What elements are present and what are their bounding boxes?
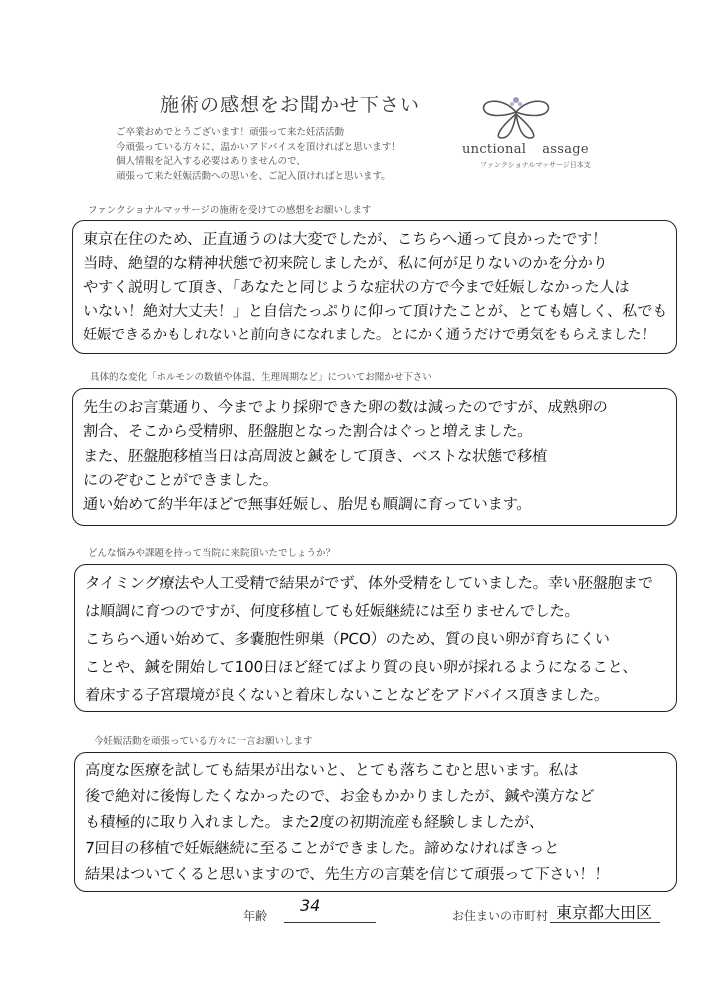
answer-line: 後で絶対に後悔したくなかったので、お金もかかりましたが、鍼や漢方など [84,787,595,805]
intro-line: 今頑張っている方々に、温かいアドバイスを頂ければと思います！ [116,141,401,153]
age-underline [284,922,376,923]
answer-line: 割合、そこから受精卵、胚盤胞となった割合はぐっと増えました。 [82,422,533,440]
age-value: 34 [300,896,321,915]
answer-line: 結果はついてくると思いますので、先生方の言葉を信じて頑張って下さい！！ [84,865,610,883]
address-value: 東京都大田区 [556,903,653,922]
answer-line: 通い始めて約半年ほどで無事妊娠し、胎児も順調に育っています。 [82,495,532,513]
answer-line: 着床する子宮環境が良くないと着床しないことなどをアドバイス頂きました。 [84,686,610,704]
section-3-label: どんな悩みや課題を持って当院に来院頂いたでしょうか？ [88,548,336,559]
answer-line: 当時、絶望的な精神状態で初来院しましたが、私に何が足りないのかを分かり [82,254,609,272]
logo-wordmark [462,142,589,157]
logo-text-left: unctional [462,142,527,157]
intro-text [116,126,416,184]
answer-line: また、胚盤胞移植当日は高周波と鍼をして頂き、ベストな状態で移植 [82,447,548,465]
section-3-answer-box [74,564,677,712]
answer-line: ことや、鍼を開始して100日ほど経てばより質の良い卵が採れるようになること、 [84,658,639,676]
section-2-answer-box [72,388,677,526]
answer-line: 妊娠できるかもしれないと前向きになれました。とにかく通うだけで勇気をもらえました！ [82,327,656,343]
answer-line: は順調に育つのですが、何度移植しても妊娠継続には至りませんでした。 [84,602,581,620]
answer-line: いない！絶対大丈夫！」と自信たっぷりに仰って頂けたことが、とても嬉しく、私でも [82,302,668,320]
answer-line: にのぞむことができました。 [82,471,279,489]
age-label: 年齢 [243,909,268,923]
section-2-label: 具体的な変化「ホルモンの数値や体温、生理周期など」についてお聞かせ下さい [90,372,432,383]
answer-line: タイミング療法や人工受精で結果がでず、体外受精をしていました。幸い胚盤胞まで [84,574,654,592]
intro-line: 頑張って来た妊娠活動への思いを、ご記入頂ければと思います。 [116,170,391,182]
flower-logo-icon [472,94,562,142]
section-1-label: ファンクショナルマッサージの施術を受けての感想をお願いします [88,205,372,216]
answer-line: 先生のお言葉通り、今までより採卵できた卵の数は減ったのですが、成熟卵の [82,398,609,416]
address-underline [550,922,660,923]
answer-line: こちらへ通い始めて、多嚢胞性卵巣（PCO）のため、質の良い卵が育ちにくい [84,630,611,648]
functional-massage-logo [462,94,591,174]
logo-text-right: assage [542,142,589,157]
intro-line: 個人情報を記入する必要はありませんので、 [116,156,306,168]
page-title: 施術の感想をお聞かせ下さい [160,94,421,116]
answer-line: も積極的に取り入れました。また2度の初期流産も経験しましたが、 [84,813,545,831]
answer-line: 7回目の移植で妊娠継続に至ることができました。諦めなければきっと [84,839,560,857]
section-4-label: 今妊娠活動を頑張っている方々に一言お願いします [94,736,313,747]
address-label: お住まいの市町村 [452,909,549,923]
answer-line: やすく説明して頂き、「あなたと同じような症状の方で今まで妊娠しなかった人は [82,278,630,296]
section-1-answer-box [72,220,677,354]
logo-subtitle: ファンクショナルマッサージ日本支 [480,161,591,169]
intro-line: ご卒業おめでとうございます！頑張って来た妊活活動 [116,127,345,138]
section-4-answer-box [74,752,677,892]
answer-line: 東京在住のため、正直通うのは大変でしたが、こちらへ通って良かったです！ [82,230,608,248]
answer-line: 高度な医療を試しても結果が出ないと、とても落ちこむと思います。私は [84,761,579,779]
